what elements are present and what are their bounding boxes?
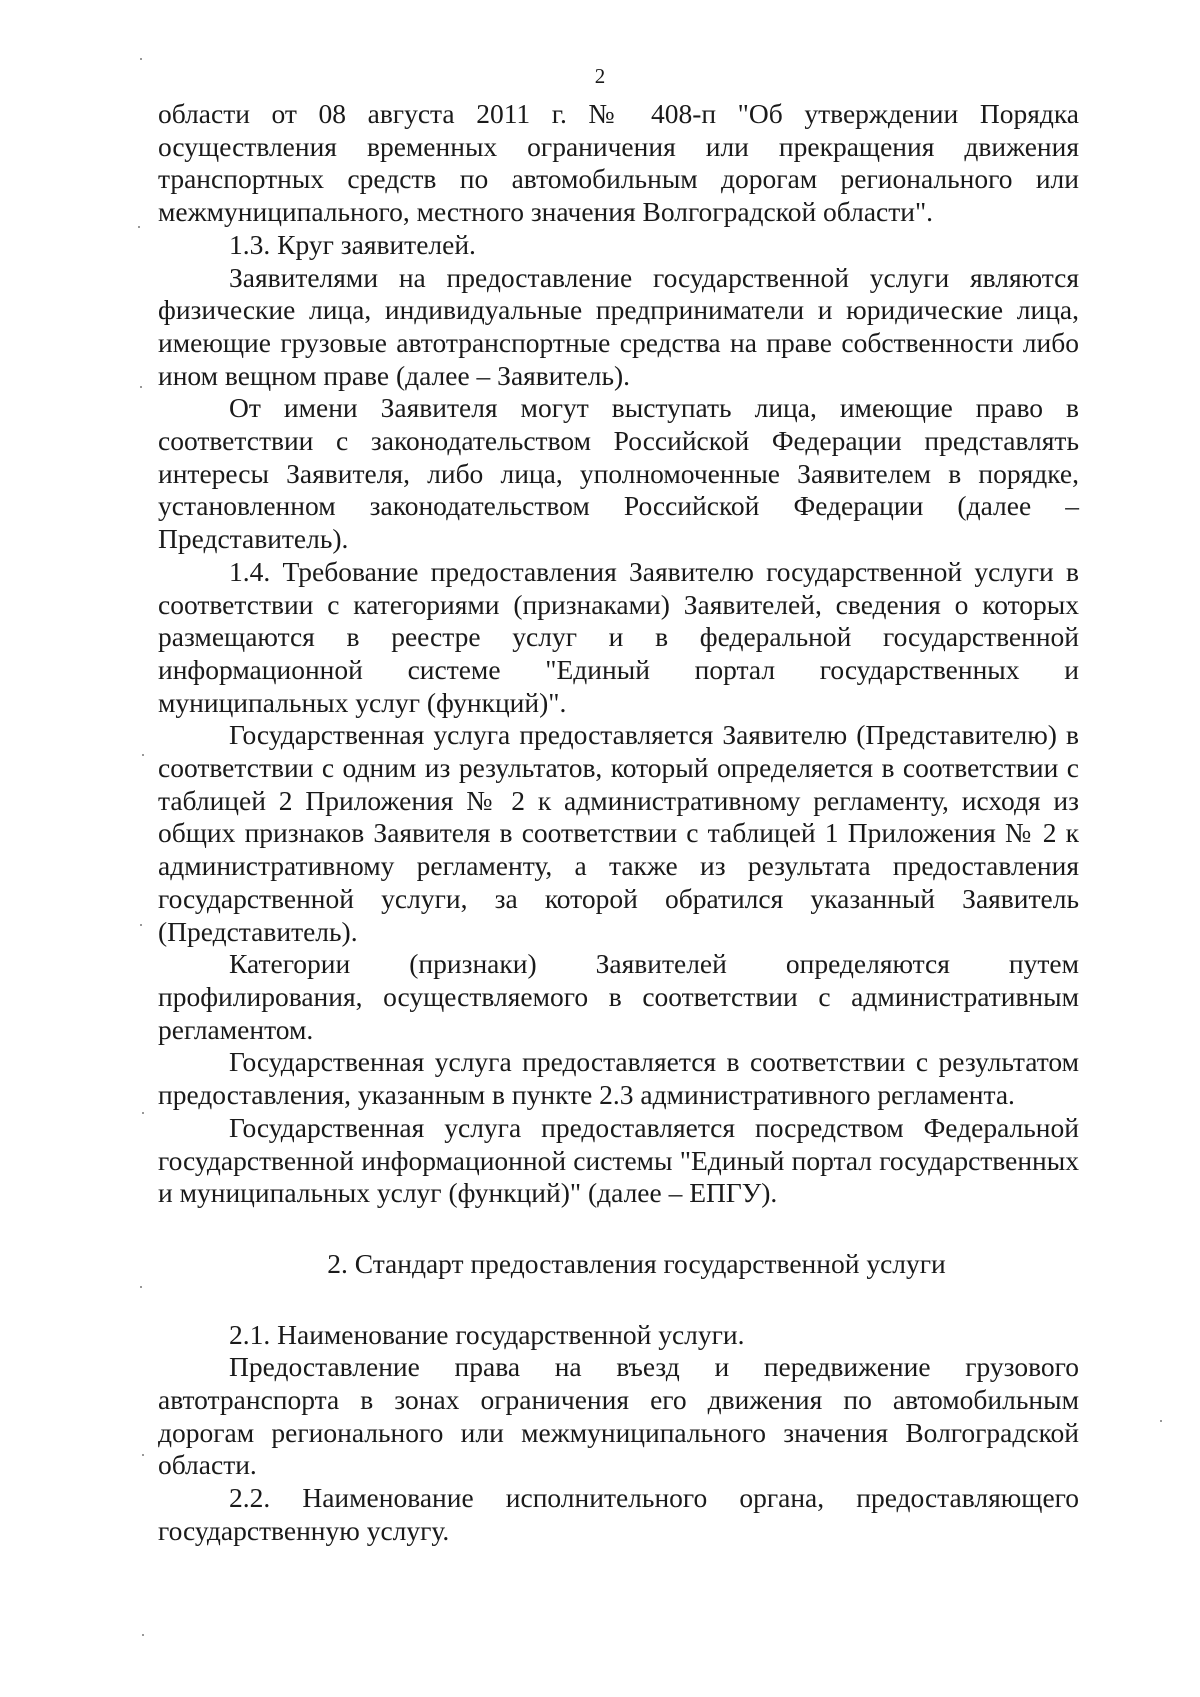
paragraph-2-2: 2.2. Наименование исполнительного органа, предоставляющего государственную услугу.: [158, 1482, 1079, 1546]
paragraph-1-3: 1.3. Круг заявителей.: [229, 228, 476, 260]
scan-speck: [142, 754, 144, 756]
scan-speck: [140, 1286, 142, 1288]
section-1-text: [158, 98, 1079, 1210]
paragraph-provided: Государственная услуга предоставляется в соответствии с результатом предоставления, указанным в пункте 2.3 административного регламента.: [158, 1046, 1079, 1111]
scan-speck: [138, 226, 140, 228]
paragraph-2-1: 2.1. Наименование государственной услуги.: [229, 1318, 745, 1350]
scan-speck: [142, 1112, 144, 1114]
scan-speck: [140, 924, 142, 926]
scan-speck: [142, 1634, 144, 1636]
page-number: 2: [594, 64, 606, 88]
scan-speck: [140, 386, 142, 388]
paragraph-epgu: Государственная услуга предоставляется посредством Федеральной государственной информационной системы "Единый портал государственных и муниципальных услуг (функций)" (далее – ЕПГУ).: [158, 1111, 1079, 1209]
paragraph-result: Государственная услуга предоставляется Заявителю (Представителю) в соответствии с одним из результатов, который определяется в соответствии с таблицей 2 Приложения № 2 к административному регламенту, исходя из общих признаков Заявителя в соответствии с таблицей 1 Приложения № 2 к административному регламенту, а также из результата предоставления государственной услуги, за которой обратился указанный Заявитель (Представитель).: [158, 719, 1079, 947]
scan-speck: [1160, 1420, 1162, 1422]
scan-speck: [140, 58, 142, 60]
document-body: [158, 98, 1079, 1548]
paragraph-representative: От имени Заявителя могут выступать лица, имеющие право в соответствии с законодательством Российской Федерации представлять интересы Заявителя, либо лица, уполномоченные Заявителем в порядке, установленном законодательством Российской Федерации (далее – Представитель).: [158, 392, 1079, 555]
paragraph-continuation: области от 08 августа 2011 г. № 408-п "Об утверждении Порядка осуществления временных ограничения или прекращения движения транспортных средств по автомобильным дорогам регионального или межмуниципального, местного значения Волгоградской области".: [158, 98, 1079, 228]
paragraph-categories: Категории (признаки) Заявителей определяются путем профилирования, осуществляемого в соответствии с административным регламентом.: [158, 948, 1079, 1045]
paragraph-applicants: Заявителями на предоставление государственной услуги являются физические лица, индивидуальные предприниматели и юридические лица, имеющие грузовые автотранспортные средства на праве собственности либо ином вещном праве (далее – Заявитель).: [158, 261, 1079, 391]
paragraph-service-name: Предоставление права на въезд и передвижение грузового автотранспорта в зонах ограничения его движения по автомобильным дорогам регионального или межмуниципального значения Волгоградской области.: [158, 1351, 1079, 1481]
section-2-heading: 2. Стандарт предоставления государственной услуги: [327, 1247, 946, 1279]
section-2-text: [158, 1319, 1079, 1548]
scan-speck: [142, 1454, 144, 1456]
paragraph-1-4: 1.4. Требование предоставления Заявителю государственной услуги в соответствии с категориями (признаками) Заявителей, сведения о которых размещаются в реестре услуг и в федеральной государственной информационной системе "Единый портал государственных и муниципальных услуг (функций)".: [158, 555, 1079, 718]
